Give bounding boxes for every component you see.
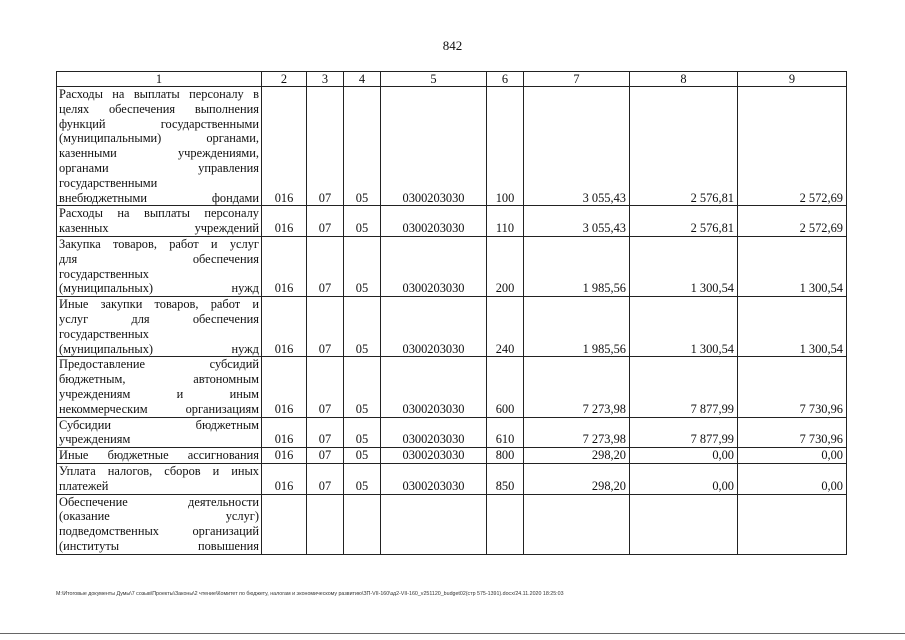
expense-name-line: целях обеспечения выполнения <box>59 101 259 116</box>
amount-year2-cell: 7 877,99 <box>630 357 738 417</box>
table-row <box>57 357 847 417</box>
amount-year2-cell: 1 300,54 <box>630 236 738 296</box>
expense-name-line: услуг для обеспечения <box>59 311 259 326</box>
column-header: 1 <box>57 72 262 87</box>
amount-year3-cell: 7 730,96 <box>738 357 847 417</box>
amount-year3-cell: 2 572,69 <box>738 87 847 206</box>
expense-name-line: государственных <box>59 266 150 281</box>
amount-year3-cell <box>738 494 847 554</box>
expense-name-cell <box>57 87 262 206</box>
table-row <box>57 448 847 464</box>
document-file-path-footer: M:\Итоговые документы Думы\7 созыв\Проекты\Законы\2 чтение\Комитет по бюджету, налогам и экономическому развитию\ЗП-VII-160\зд2-VII-160_v251120_budget02(стр 575-1391).docx/24.11.2020 18:25:03 <box>56 591 564 597</box>
amount-year3-cell: 7 730,96 <box>738 417 847 448</box>
ministry-code-cell: 016 <box>262 206 307 237</box>
expense-name-cell <box>57 463 262 494</box>
amount-year1-cell: 7 273,98 <box>524 357 630 417</box>
expense-name-line: Расходы на выплаты персоналу <box>59 206 259 221</box>
expense-name-line: учреждениям <box>59 432 131 447</box>
expense-name-line: (муниципальных) нужд <box>59 281 259 296</box>
amount-year1-cell: 3 055,43 <box>524 206 630 237</box>
subsection-code-cell: 05 <box>344 87 381 206</box>
expense-name-line: платежей <box>59 478 109 493</box>
ministry-code-cell: 016 <box>262 417 307 448</box>
column-header: 7 <box>524 72 630 87</box>
table-row <box>57 463 847 494</box>
amount-year1-cell: 298,20 <box>524 463 630 494</box>
target-article-cell: 0300203030 <box>381 357 487 417</box>
section-code-cell: 07 <box>307 87 344 206</box>
table-row <box>57 206 847 237</box>
expense-name-line: Иные закупки товаров, работ и <box>59 297 259 312</box>
expense-name-line: (муниципальными) органами, <box>59 131 259 146</box>
section-code-cell <box>307 494 344 554</box>
expense-name-line: Субсидии бюджетным <box>59 417 259 432</box>
amount-year1-cell: 7 273,98 <box>524 417 630 448</box>
page-bottom-rule <box>0 633 905 634</box>
budget-table <box>56 71 847 555</box>
subsection-code-cell: 05 <box>344 297 381 357</box>
expense-name-cell <box>57 236 262 296</box>
ministry-code-cell: 016 <box>262 236 307 296</box>
ministry-code-cell: 016 <box>262 297 307 357</box>
amount-year2-cell: 1 300,54 <box>630 297 738 357</box>
expense-type-cell: 200 <box>487 236 524 296</box>
expense-type-cell: 610 <box>487 417 524 448</box>
expense-type-cell: 850 <box>487 463 524 494</box>
target-article-cell: 0300203030 <box>381 448 487 464</box>
ministry-code-cell: 016 <box>262 87 307 206</box>
amount-year1-cell: 1 985,56 <box>524 297 630 357</box>
table-row <box>57 236 847 296</box>
table-row <box>57 297 847 357</box>
expense-name-line: (институты повышения <box>59 538 259 553</box>
expense-name-cell <box>57 206 262 237</box>
expense-name-line: Обеспечение деятельности <box>59 494 259 509</box>
target-article-cell: 0300203030 <box>381 206 487 237</box>
expense-name-line: учреждениям и иным <box>59 386 259 401</box>
page-number: 842 <box>442 38 463 53</box>
ministry-code-cell <box>262 494 307 554</box>
target-article-cell: 0300203030 <box>381 297 487 357</box>
expense-name-line: Иные бюджетные ассигнования <box>59 448 259 463</box>
expense-name-cell <box>57 417 262 448</box>
expense-name-line: некоммерческим организациям <box>59 401 259 416</box>
column-header: 9 <box>738 72 847 87</box>
amount-year3-cell: 1 300,54 <box>738 297 847 357</box>
subsection-code-cell: 05 <box>344 417 381 448</box>
amount-year1-cell: 298,20 <box>524 448 630 464</box>
ministry-code-cell: 016 <box>262 357 307 417</box>
subsection-code-cell: 05 <box>344 206 381 237</box>
amount-year3-cell: 0,00 <box>738 463 847 494</box>
expense-name-line: (муниципальных) нужд <box>59 341 259 356</box>
section-code-cell: 07 <box>307 236 344 296</box>
table-row <box>57 494 847 554</box>
subsection-code-cell: 05 <box>344 236 381 296</box>
column-header: 6 <box>487 72 524 87</box>
section-code-cell: 07 <box>307 206 344 237</box>
expense-type-cell <box>487 494 524 554</box>
expense-type-cell: 100 <box>487 87 524 206</box>
ministry-code-cell: 016 <box>262 448 307 464</box>
target-article-cell: 0300203030 <box>381 87 487 206</box>
expense-name-line: Закупка товаров, работ и услуг <box>59 236 259 251</box>
column-header: 2 <box>262 72 307 87</box>
section-code-cell: 07 <box>307 448 344 464</box>
table-row <box>57 417 847 448</box>
amount-year3-cell: 0,00 <box>738 448 847 464</box>
expense-name-cell <box>57 494 262 554</box>
subsection-code-cell: 05 <box>344 448 381 464</box>
section-code-cell: 07 <box>307 357 344 417</box>
subsection-code-cell: 05 <box>344 357 381 417</box>
expense-name-line: Уплата налогов, сборов и иных <box>59 463 259 478</box>
amount-year2-cell: 2 576,81 <box>630 87 738 206</box>
target-article-cell: 0300203030 <box>381 463 487 494</box>
amount-year2-cell: 2 576,81 <box>630 206 738 237</box>
amount-year2-cell: 7 877,99 <box>630 417 738 448</box>
amount-year1-cell: 3 055,43 <box>524 87 630 206</box>
section-code-cell: 07 <box>307 417 344 448</box>
expense-type-cell: 600 <box>487 357 524 417</box>
expense-name-cell <box>57 448 262 464</box>
amount-year3-cell: 1 300,54 <box>738 236 847 296</box>
expense-name-line: казенными учреждениями, <box>59 146 259 161</box>
expense-name-line: казенных учреждений <box>59 221 259 236</box>
amount-year2-cell: 0,00 <box>630 448 738 464</box>
section-code-cell: 07 <box>307 297 344 357</box>
ministry-code-cell: 016 <box>262 463 307 494</box>
expense-type-cell: 240 <box>487 297 524 357</box>
subsection-code-cell <box>344 494 381 554</box>
target-article-cell: 0300203030 <box>381 417 487 448</box>
expense-name-line: государственных <box>59 326 150 341</box>
expense-name-line: Расходы на выплаты персоналу в <box>59 87 259 101</box>
expense-name-line: органами управления <box>59 160 259 175</box>
expense-type-cell: 800 <box>487 448 524 464</box>
expense-name-line: для обеспечения <box>59 251 259 266</box>
expense-name-line: функций государственными <box>59 116 259 131</box>
target-article-cell <box>381 494 487 554</box>
table-row <box>57 87 847 206</box>
expense-name-line: (оказание услуг) <box>59 509 259 524</box>
expense-name-line: государственными <box>59 175 158 190</box>
column-number-header-row <box>57 72 847 87</box>
section-code-cell: 07 <box>307 463 344 494</box>
amount-year2-cell: 0,00 <box>630 463 738 494</box>
column-header: 8 <box>630 72 738 87</box>
expense-name-line: внебюджетными фондами <box>59 190 259 205</box>
amount-year1-cell: 1 985,56 <box>524 236 630 296</box>
amount-year2-cell <box>630 494 738 554</box>
amount-year3-cell: 2 572,69 <box>738 206 847 237</box>
expense-name-line: подведомственных организаций <box>59 524 259 539</box>
expense-name-line: Предоставление субсидий <box>59 357 259 372</box>
column-header: 3 <box>307 72 344 87</box>
target-article-cell: 0300203030 <box>381 236 487 296</box>
expense-name-cell <box>57 297 262 357</box>
expense-name-cell <box>57 357 262 417</box>
expense-type-cell: 110 <box>487 206 524 237</box>
column-header: 4 <box>344 72 381 87</box>
amount-year1-cell <box>524 494 630 554</box>
subsection-code-cell: 05 <box>344 463 381 494</box>
expense-name-line: бюджетным, автономным <box>59 372 259 387</box>
column-header: 5 <box>381 72 487 87</box>
